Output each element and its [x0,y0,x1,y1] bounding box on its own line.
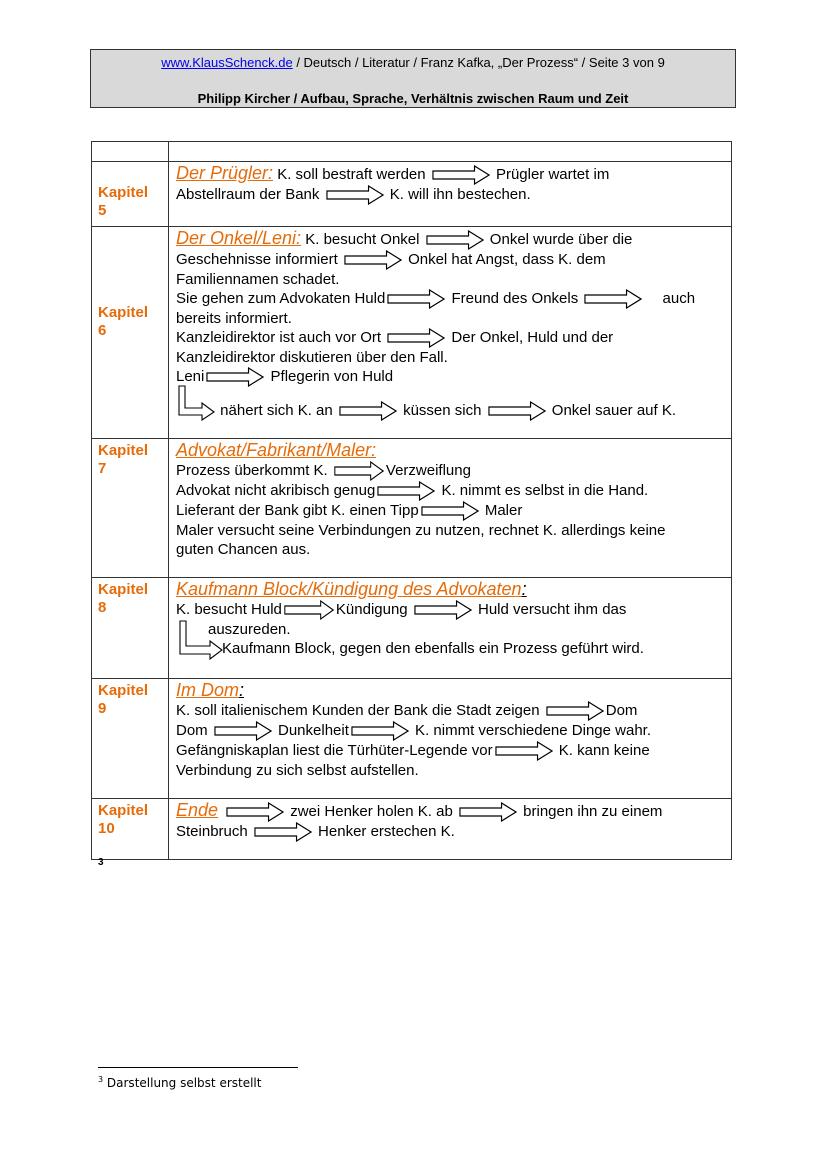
footnote [98,1075,261,1090]
chapter-summary: Im Dom: K. soll italienischem Kunden der Bank die Stadt zeigen Dom Dom Dunkelheit K. nimmt verschiedene Dinge wahr. Gefängniskaplan liest die Türhüter-Legende vor K. kann keine Verbindung zu sich selbst aufstellen. [169,679,732,799]
chapter-title: Im Dom [176,680,239,700]
arrow-icon [546,701,604,721]
chapter-label: Kapitel 8 [92,578,169,679]
table-header-row [92,142,732,162]
footnote-ref: 3 [98,1075,104,1084]
chapter-label: Kapitel 9 [92,679,169,799]
arrow-icon [214,721,272,741]
elbow-arrow-icon [176,385,216,421]
footnote-divider [98,1067,298,1068]
table-row [92,227,732,439]
arrow-icon [459,802,517,822]
arrow-icon [344,250,402,270]
chapter-label: Kapitel 10 [92,799,169,860]
chapter-title: Der Prügler: [176,163,274,183]
arrow-icon [206,367,264,387]
chapter-summary: Ende zwei Henker holen K. ab bringen ihn zu einem Steinbruch Henker erstechen K. [169,799,732,860]
chapter-title: Der Onkel/Leni: [176,228,302,248]
arrow-icon [377,481,435,501]
chapter-title: Ende [176,800,219,820]
arrow-icon [414,600,472,620]
chapter-table [91,141,732,860]
arrow-icon [284,600,334,620]
arrow-icon [584,289,642,309]
arrow-icon [226,802,284,822]
arrow-icon [387,289,445,309]
arrow-icon [426,230,484,250]
arrow-icon [488,401,546,421]
table-row [92,439,732,578]
arrow-icon [254,822,312,842]
chapter-summary: Der Onkel/Leni: K. besucht Onkel Onkel wurde über die Geschehnisse informiert Onkel hat Angst, dass K. dem Familiennamen schadet. Sie gehen zum Advokaten Huld Freund des Onkels auch bereits informiert. Kanzleidirektor ist auch vor Ort Der Onkel, Huld und der Kanzleidirektor diskutieren über den Fall. Leni Pflegerin von Huld nähert sich K. an küssen sich Onkel sauer auf K. [169,227,732,439]
table-header-cell [92,142,169,162]
arrow-icon [326,185,384,205]
table-header-cell [169,142,732,162]
chapter-summary: Kaufmann Block/Kündigung des Advokaten: K. besucht Huld Kündigung Huld versucht ihm das auszureden. Kaufmann Block, gegen den ebenfalls ein Prozess geführt wird. [169,578,732,679]
site-link[interactable]: www.KlausSchenck.de [161,55,293,70]
elbow-arrow-icon [178,620,224,660]
table-row [92,578,732,679]
footnote-text: Darstellung selbst erstellt [103,1076,262,1090]
chapter-label: Kapitel 7 [92,439,169,578]
page-header [90,49,736,108]
table-row [92,162,732,227]
chapter-summary: Der Prügler: K. soll bestraft werden Prügler wartet im Abstellraum der Bank K. will ihn bestechen. [169,162,732,227]
header-breadcrumb [91,55,735,70]
header-path: / Deutsch / Literatur / Franz Kafka, „Der Prozess“ / Seite 3 von 9 [292,55,665,70]
table-row [92,799,732,860]
arrow-icon [387,328,445,348]
arrow-icon [339,401,397,421]
arrow-icon [432,165,490,185]
arrow-icon [421,501,479,521]
header-subtitle: Philipp Kircher / Aufbau, Sprache, Verhältnis zwischen Raum und Zeit [197,91,629,106]
chapter-title: Kaufmann Block/Kündigung des Advokaten [176,579,522,599]
footnote-marker: 3 [98,857,104,868]
chapter-label: Kapitel 5 [92,162,169,227]
arrow-icon [351,721,409,741]
arrow-icon [334,461,384,481]
chapter-summary: Advokat/Fabrikant/Maler: Prozess überkommt K. Verzweiflung Advokat nicht akribisch genug K. nimmt es selbst in die Hand. Lieferant der Bank gibt K. einen Tipp Maler Maler versucht seine Verbindungen zu nutzen, rechnet K. allerdings keine guten Chancen aus. [169,439,732,578]
arrow-icon [495,741,553,761]
table-row [92,679,732,799]
chapter-label: Kapitel 6 [92,227,169,439]
chapter-title: Advokat/Fabrikant/Maler: [176,440,377,460]
